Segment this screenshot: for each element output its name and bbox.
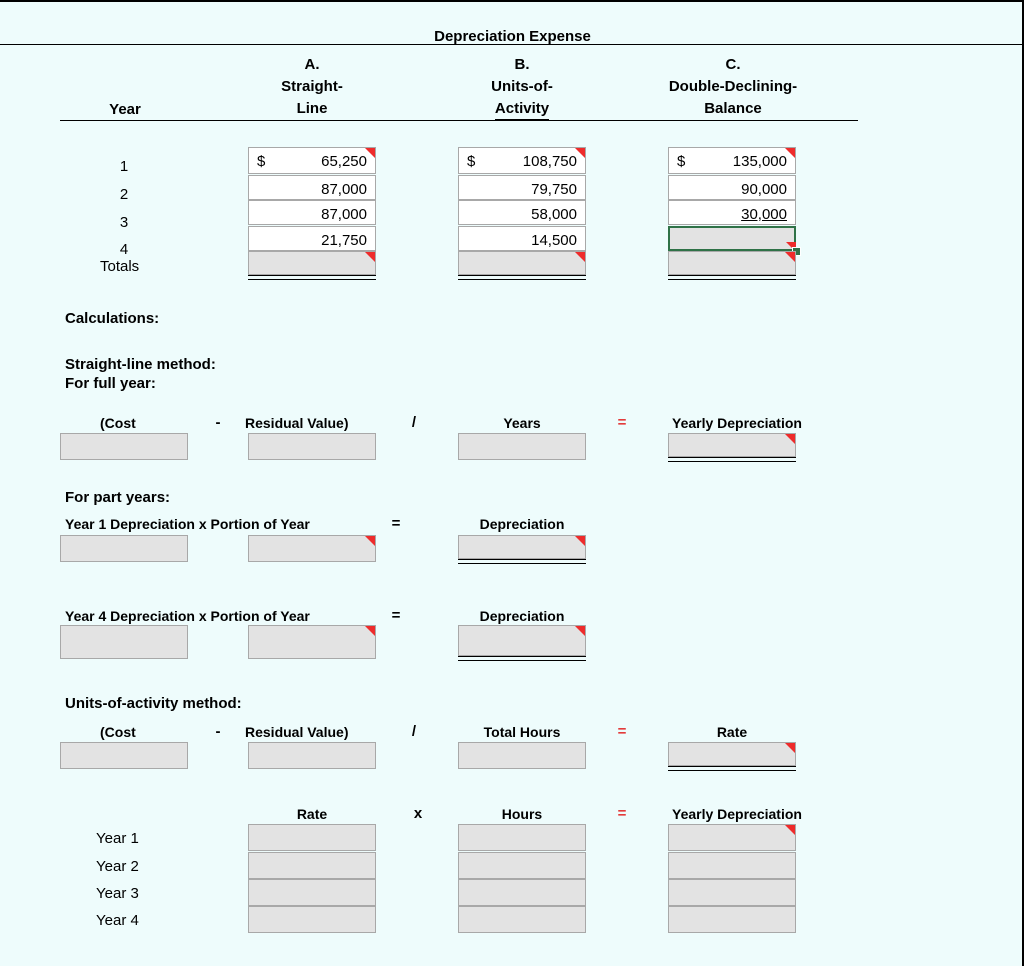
year-label: 4 (119, 241, 129, 258)
sl-yearly-depreciation-input[interactable] (668, 433, 796, 457)
sl-residual-label: Residual Value) (245, 415, 349, 431)
calculations-label: Calculations: (65, 310, 160, 327)
header-bottom-rule (60, 120, 858, 121)
ua-hours-column-label: Hours (501, 806, 543, 822)
page-title: Depreciation Expense (434, 28, 591, 45)
year4-result-input[interactable] (458, 625, 586, 656)
ua-rate-year-4-input[interactable] (248, 906, 376, 933)
year4-result-rule (458, 656, 586, 661)
sl-yearly-depreciation-rule (668, 457, 796, 462)
ua-yearly-depreciation-year-3-input[interactable] (668, 879, 796, 906)
double-declining-year-1-cell[interactable] (668, 147, 796, 174)
cell-value: 30,000 (741, 206, 787, 223)
sl-cost-label: (Cost (100, 415, 136, 431)
sl-years-label: Years (503, 415, 541, 431)
column-header-double-declining: C. Double-Declining- Balance (668, 56, 798, 117)
column-header-year: Year (109, 101, 141, 118)
cell-value: 135,000 (732, 153, 787, 170)
double-declining-year-4-cell[interactable] (668, 226, 796, 251)
ua-year-label: Year 2 (96, 858, 139, 875)
year1-result-input[interactable] (458, 535, 586, 559)
currency-symbol: $ (257, 153, 266, 170)
cell-value: 79,750 (531, 181, 577, 198)
year1-portion-input[interactable] (248, 535, 376, 562)
units-of-activity-year-3-cell[interactable] (458, 200, 586, 225)
ua-rate-rule (668, 766, 796, 771)
units-of-activity-year-4-cell[interactable] (458, 226, 586, 251)
currency-symbol: $ (677, 153, 686, 170)
year4-portion-label: Year 4 Depreciation x Portion of Year (65, 608, 310, 624)
total-units-of-activity-rule (458, 275, 586, 280)
year-label: 1 (119, 158, 129, 175)
worksheet (0, 2, 1022, 966)
total-double-declining-rule (668, 275, 796, 280)
ua-residual-input[interactable] (248, 742, 376, 769)
year4-depreciation-input[interactable] (60, 625, 188, 659)
ua-yearly-depreciation-year-2-input[interactable] (668, 852, 796, 879)
year-label: 2 (119, 186, 129, 203)
units-of-activity-year-2-cell[interactable] (458, 175, 586, 200)
ua-equals-operator: = (617, 723, 627, 740)
sl-yearly-depreciation-label: Yearly Depreciation (672, 415, 802, 431)
ua-hours-year-3-input[interactable] (458, 879, 586, 906)
ua-cost-input[interactable] (60, 742, 188, 769)
ua-hours-year-4-input[interactable] (458, 906, 586, 933)
total-straight-line-cell[interactable] (248, 251, 376, 275)
cell-value: 14,500 (531, 232, 577, 249)
sl-equals-operator: = (617, 414, 627, 431)
full-year-label: For full year: (65, 375, 156, 392)
cell-value: 90,000 (741, 181, 787, 198)
ua-rate-column-label: Rate (296, 806, 328, 822)
ua-yearly-depreciation-year-4-input[interactable] (668, 906, 796, 933)
ua-hours-year-2-input[interactable] (458, 852, 586, 879)
year1-depreciation-input[interactable] (60, 535, 188, 562)
total-double-declining-cell[interactable] (668, 251, 796, 275)
column-header-straight-line: A. Straight- Line (281, 56, 343, 117)
ua-times-operator: x (413, 805, 423, 822)
total-units-of-activity-cell[interactable] (458, 251, 586, 275)
units-of-activity-year-1-cell[interactable] (458, 147, 586, 174)
sl-divide-operator: / (411, 414, 417, 431)
currency-symbol: $ (467, 153, 476, 170)
ua-total-hours-label: Total Hours (483, 724, 561, 740)
ua-yearly-depreciation-year-1-input[interactable] (668, 824, 796, 851)
cell-value: 108,750 (522, 153, 577, 170)
comment-indicator-icon (785, 825, 795, 835)
ua-rate-year-3-input[interactable] (248, 879, 376, 906)
ua-minus-operator: - (215, 723, 221, 740)
ua-rate-label: Rate (716, 724, 748, 740)
cell-value: 87,000 (321, 181, 367, 198)
year4-portion-input[interactable] (248, 625, 376, 659)
sl-years-input[interactable] (458, 433, 586, 460)
year-label: 3 (119, 214, 129, 231)
straight-line-year-4-cell[interactable] (248, 226, 376, 251)
ua-year-label: Year 3 (96, 885, 139, 902)
straight-line-year-2-cell[interactable] (248, 175, 376, 200)
sl-residual-input[interactable] (248, 433, 376, 460)
part-years-label: For part years: (65, 489, 171, 506)
ua-rate-input[interactable] (668, 742, 796, 766)
cell-value: 21,750 (321, 232, 367, 249)
year1-depreciation-label: Depreciation (479, 516, 565, 532)
ua-total-hours-input[interactable] (458, 742, 586, 769)
ua-cost-label: (Cost (100, 724, 136, 740)
double-declining-year-3-cell[interactable] (668, 200, 796, 225)
year1-equals-operator: = (391, 515, 401, 532)
ua-residual-label: Residual Value) (245, 724, 349, 740)
ua-year-label: Year 1 (96, 830, 139, 847)
cell-value: 87,000 (321, 206, 367, 223)
year4-equals-operator: = (391, 607, 401, 624)
ua-yearly-depreciation-label: Yearly Depreciation (672, 806, 802, 822)
sl-minus-operator: - (215, 414, 221, 431)
year1-result-rule (458, 559, 586, 564)
double-declining-year-2-cell[interactable] (668, 175, 796, 200)
units-of-activity-method-label: Units-of-activity method: (65, 695, 242, 712)
straight-line-year-3-cell[interactable] (248, 200, 376, 225)
column-header-units-of-activity: B. Units-of- Activity (457, 54, 587, 120)
ua-divide-operator: / (411, 723, 417, 740)
ua-rate-year-2-input[interactable] (248, 852, 376, 879)
sl-cost-input[interactable] (60, 433, 188, 460)
ua-hours-year-1-input[interactable] (458, 824, 586, 851)
cell-value: 58,000 (531, 206, 577, 223)
ua-year-label: Year 4 (96, 912, 139, 929)
year1-portion-label: Year 1 Depreciation x Portion of Year (65, 516, 310, 532)
ua-yearly-equals-operator: = (617, 805, 627, 822)
total-straight-line-rule (248, 275, 376, 280)
ua-rate-year-1-input[interactable] (248, 824, 376, 851)
straight-line-year-1-cell[interactable] (248, 147, 376, 174)
year4-depreciation-label: Depreciation (479, 608, 565, 624)
straight-line-method-label: Straight-line method: (65, 356, 216, 373)
cell-value: 65,250 (321, 153, 367, 170)
totals-label: Totals (100, 258, 140, 275)
